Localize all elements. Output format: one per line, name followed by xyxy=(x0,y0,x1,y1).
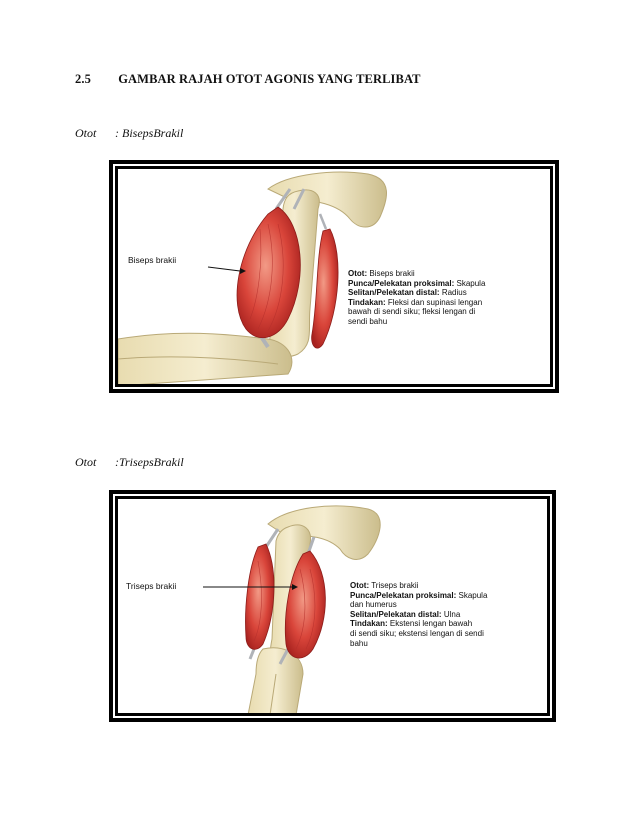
info-key: Punca/Pelekatan proksimal: xyxy=(350,590,457,600)
info-key: Otot: xyxy=(350,581,370,590)
info-key: Tindakan: xyxy=(350,619,388,629)
info-line: sendi bahu xyxy=(348,316,388,326)
info-value: Skapula xyxy=(456,590,488,600)
biceps-figure-frame xyxy=(109,160,559,393)
pointer-arrow xyxy=(208,267,240,271)
info-key: Tindakan: xyxy=(348,297,386,307)
info-line: bawah di sendi siku; fleksi lengan di xyxy=(348,307,476,317)
muscle-caption-label: Otot xyxy=(75,126,97,140)
info-line: bahu xyxy=(350,638,368,648)
section-heading xyxy=(75,72,421,87)
info-value: Fleksi dan supinasi lengan xyxy=(385,297,483,307)
info-value: Ekstensi lengan bawah xyxy=(387,619,473,629)
info-value: Ulna xyxy=(441,609,461,619)
info-key: Selitan/Pelekatan distal: xyxy=(348,288,440,298)
info-key: Punca/Pelekatan proksimal: xyxy=(348,278,455,288)
triceps-info-box xyxy=(350,581,487,648)
info-key: Selitan/Pelekatan distal: xyxy=(350,609,442,619)
biceps-illustration xyxy=(118,169,550,384)
info-line: di sendi siku; ekstensi lengan di sendi xyxy=(350,628,484,638)
muscle-caption-biceps xyxy=(75,126,183,141)
info-line: dan humerus xyxy=(350,600,397,610)
info-value: Skapula xyxy=(454,278,486,288)
muscle-caption-value: : BisepsBrakil xyxy=(115,126,184,140)
section-title: GAMBAR RAJAH OTOT AGONIS YANG TERLIBAT xyxy=(118,72,421,86)
info-value: Radius xyxy=(439,288,467,298)
muscle-caption-value: :TrisepsBrakil xyxy=(115,455,184,469)
muscle-caption-label: Otot xyxy=(75,455,97,469)
info-value: Triseps brakii xyxy=(369,581,419,590)
section-number: 2.5 xyxy=(75,72,91,86)
biceps-info-box xyxy=(348,269,485,327)
info-key: Otot: xyxy=(348,269,368,278)
figure-label: Biseps brakii xyxy=(128,255,177,265)
info-value: Biseps brakii xyxy=(367,269,415,278)
triceps-figure-frame xyxy=(109,490,556,722)
muscle-caption-triceps xyxy=(75,455,184,470)
figure-label: Triseps brakii xyxy=(126,581,177,591)
triceps-illustration xyxy=(118,499,547,713)
